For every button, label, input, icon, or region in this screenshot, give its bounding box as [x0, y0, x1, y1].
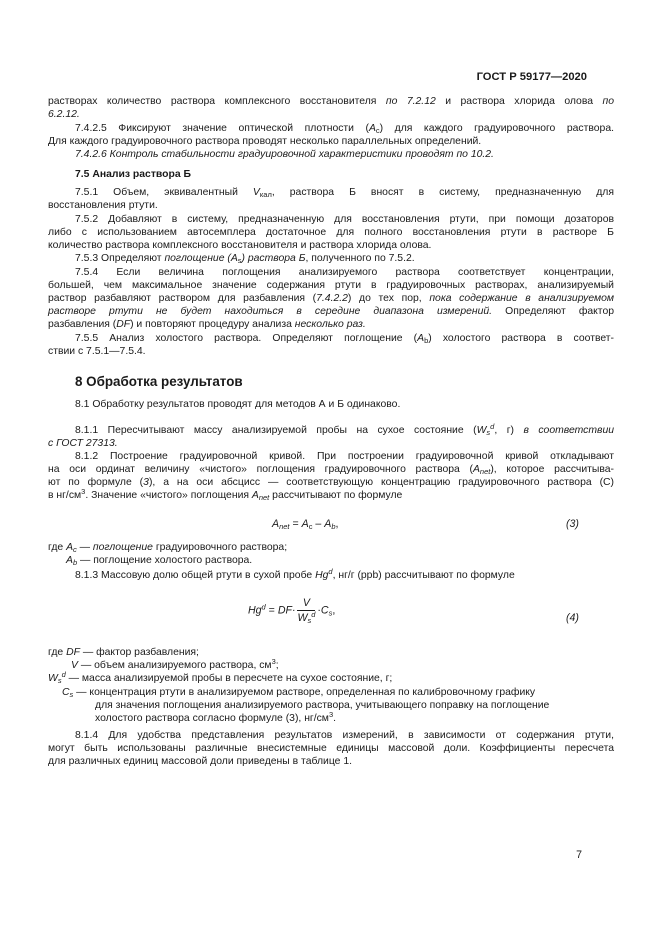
paragraph-813: 8.1.3 Массовую долю общей ртути в сухой пробе Hg$^d$, нг/г (ppb) рассчитывают по формуле — [75, 567, 515, 581]
where-w: $W_s^d$ — масса анализируемой пробы в пересчете на сухое состояние, г; — [48, 670, 393, 685]
where-ac: где $A_c$ — поглощение градуировочного раствора; — [48, 542, 288, 554]
paragraph-line: растворе ртути не будет находиться в середине диапазона измерений. Определяют фактор — [48, 306, 615, 317]
formula-4: Hg$^d$ = DF· $\frac{V}{W_s^d}$ $\cdot C_s$, — [248, 597, 336, 625]
paragraph-754: 7.5.4 Если величина поглощения анализируемого раствора соответствует концентрации, — [75, 267, 614, 278]
paragraph-752: 7.5.2 Добавляют в систему, предназначенную для восстановления ртути, при помощи дозаторов — [75, 214, 614, 225]
paragraph-811: 8.1.1 Пересчитывают массу анализируемой пробы на сухое состояние ($W_s^d$, г) в соответствии — [75, 422, 614, 437]
where-ab: $A_b$ — поглощение холостого раствора. — [66, 555, 253, 567]
paragraph-line: в $нг/см^3$. Значение «чистого» поглощения $A_{net}$ рассчитывают по формуле — [48, 487, 403, 502]
standard-number: ГОСТ Р 59177—2020 — [476, 71, 587, 83]
where-cs-line2: для значения поглощения анализируемого раствора, учитывающего поправку на поглощение — [95, 700, 550, 711]
paragraph-line: на оси ординат величину «чистого» поглощения градуировочного раствора $(A_{net})$, которое рассчитыва- — [48, 464, 614, 476]
paragraph-751: 7.5.1 Объем, эквивалентный $V_{кал}$, раствора Б вносят в систему, предназначенную для — [75, 187, 614, 199]
paragraph-line: либо с использованием автосемплера достаточное для полного восстановления ртути в растворе Б — [48, 227, 614, 238]
formula-4-number: (4) — [566, 612, 579, 624]
where-cs: $C_s$ — концентрация ртути в анализируемом растворе, определенная по калибровочному графику — [62, 687, 536, 699]
section-heading-8: 8 Обработка результатов — [75, 374, 243, 389]
paragraph-line: для различных единиц массовой доли приведены в таблице 1. — [48, 756, 352, 767]
where-cs-line3: холостого раствора согласно формуле (3), $нг/см^3$. — [95, 710, 337, 724]
paragraph-line: разбавления (DF) и повторяют процедуру анализа несколько раз. — [48, 319, 366, 330]
paragraph-7426: 7.4.2.6 Контроль стабильности градуировочной характеристики проводят по 10.2. — [75, 149, 494, 160]
paragraph-812: 8.1.2 Построение градуировочной кривой. При построении градуировочной кривой откладывают — [75, 451, 614, 462]
paragraph-line: могут быть использованы различные внесистемные единицы массовой доли. Коэффициенты пересчета — [48, 743, 614, 754]
paragraph-line: растворах количество раствора комплексного восстановителя по 7.2.12 и раствора хлорида олова по — [48, 96, 614, 107]
formula-3-number: (3) — [566, 518, 579, 530]
where-v: V — объем анализируемого раствора, $см^3$; — [71, 657, 279, 671]
paragraph-81: 8.1 Обработку результатов проводят для методов А и Б одинаково. — [75, 399, 401, 410]
paragraph-814: 8.1.4 Для удобства представления результатов измерений, в зависимости от содержания ртути, — [75, 730, 614, 741]
fraction: $\frac{V}{W_s^d}$ — [297, 597, 316, 625]
paragraph-line: ствии с 7.5.1—7.5.4. — [48, 346, 146, 357]
paragraph-line: ют по формуле (3), а на оси абсцисс — соответствующую концентрацию градуировочного раствора (С) — [48, 477, 614, 488]
paragraph-line: с ГОСТ 27313. — [48, 438, 118, 449]
paragraph-line: 6.2.12. — [48, 109, 80, 120]
paragraph-line: восстановления ртути. — [48, 200, 158, 211]
where-df: где DF — фактор разбавления; — [48, 647, 199, 658]
paragraph-line: Для каждого градуировочного раствора проводят несколько параллельных определений. — [48, 136, 482, 147]
paragraph-7425: 7.4.2.5 Фиксируют значение оптической плотности $(A_c)$ для каждого градуировочного раствора. — [75, 123, 615, 135]
paragraph-line: раствор разбавляют раствором для разбавления (7.4.2.2) до тех пор, пока содержание в анализируемом — [48, 293, 615, 304]
formula-3: $A_{net} = A_c - A_b$, — [272, 518, 339, 531]
paragraph-753: 7.5.3 Определяют поглощение $(A_s)$ раствора Б, полученного по 7.5.2. — [75, 253, 415, 265]
paragraph-line: большей, чем максимальное значение содержания ртути в градуировочных растворах, анализируемый — [48, 280, 614, 291]
paragraph-line: количество раствора комплексного восстановителя и раствора хлорида олова. — [48, 240, 432, 251]
subsection-heading-75: 7.5 Анализ раствора Б — [75, 169, 192, 180]
paragraph-755: 7.5.5 Анализ холостого раствора. Определяют поглощение $(A_b)$ холостого раствора в соответ- — [75, 333, 615, 345]
page-number: 7 — [576, 849, 582, 861]
